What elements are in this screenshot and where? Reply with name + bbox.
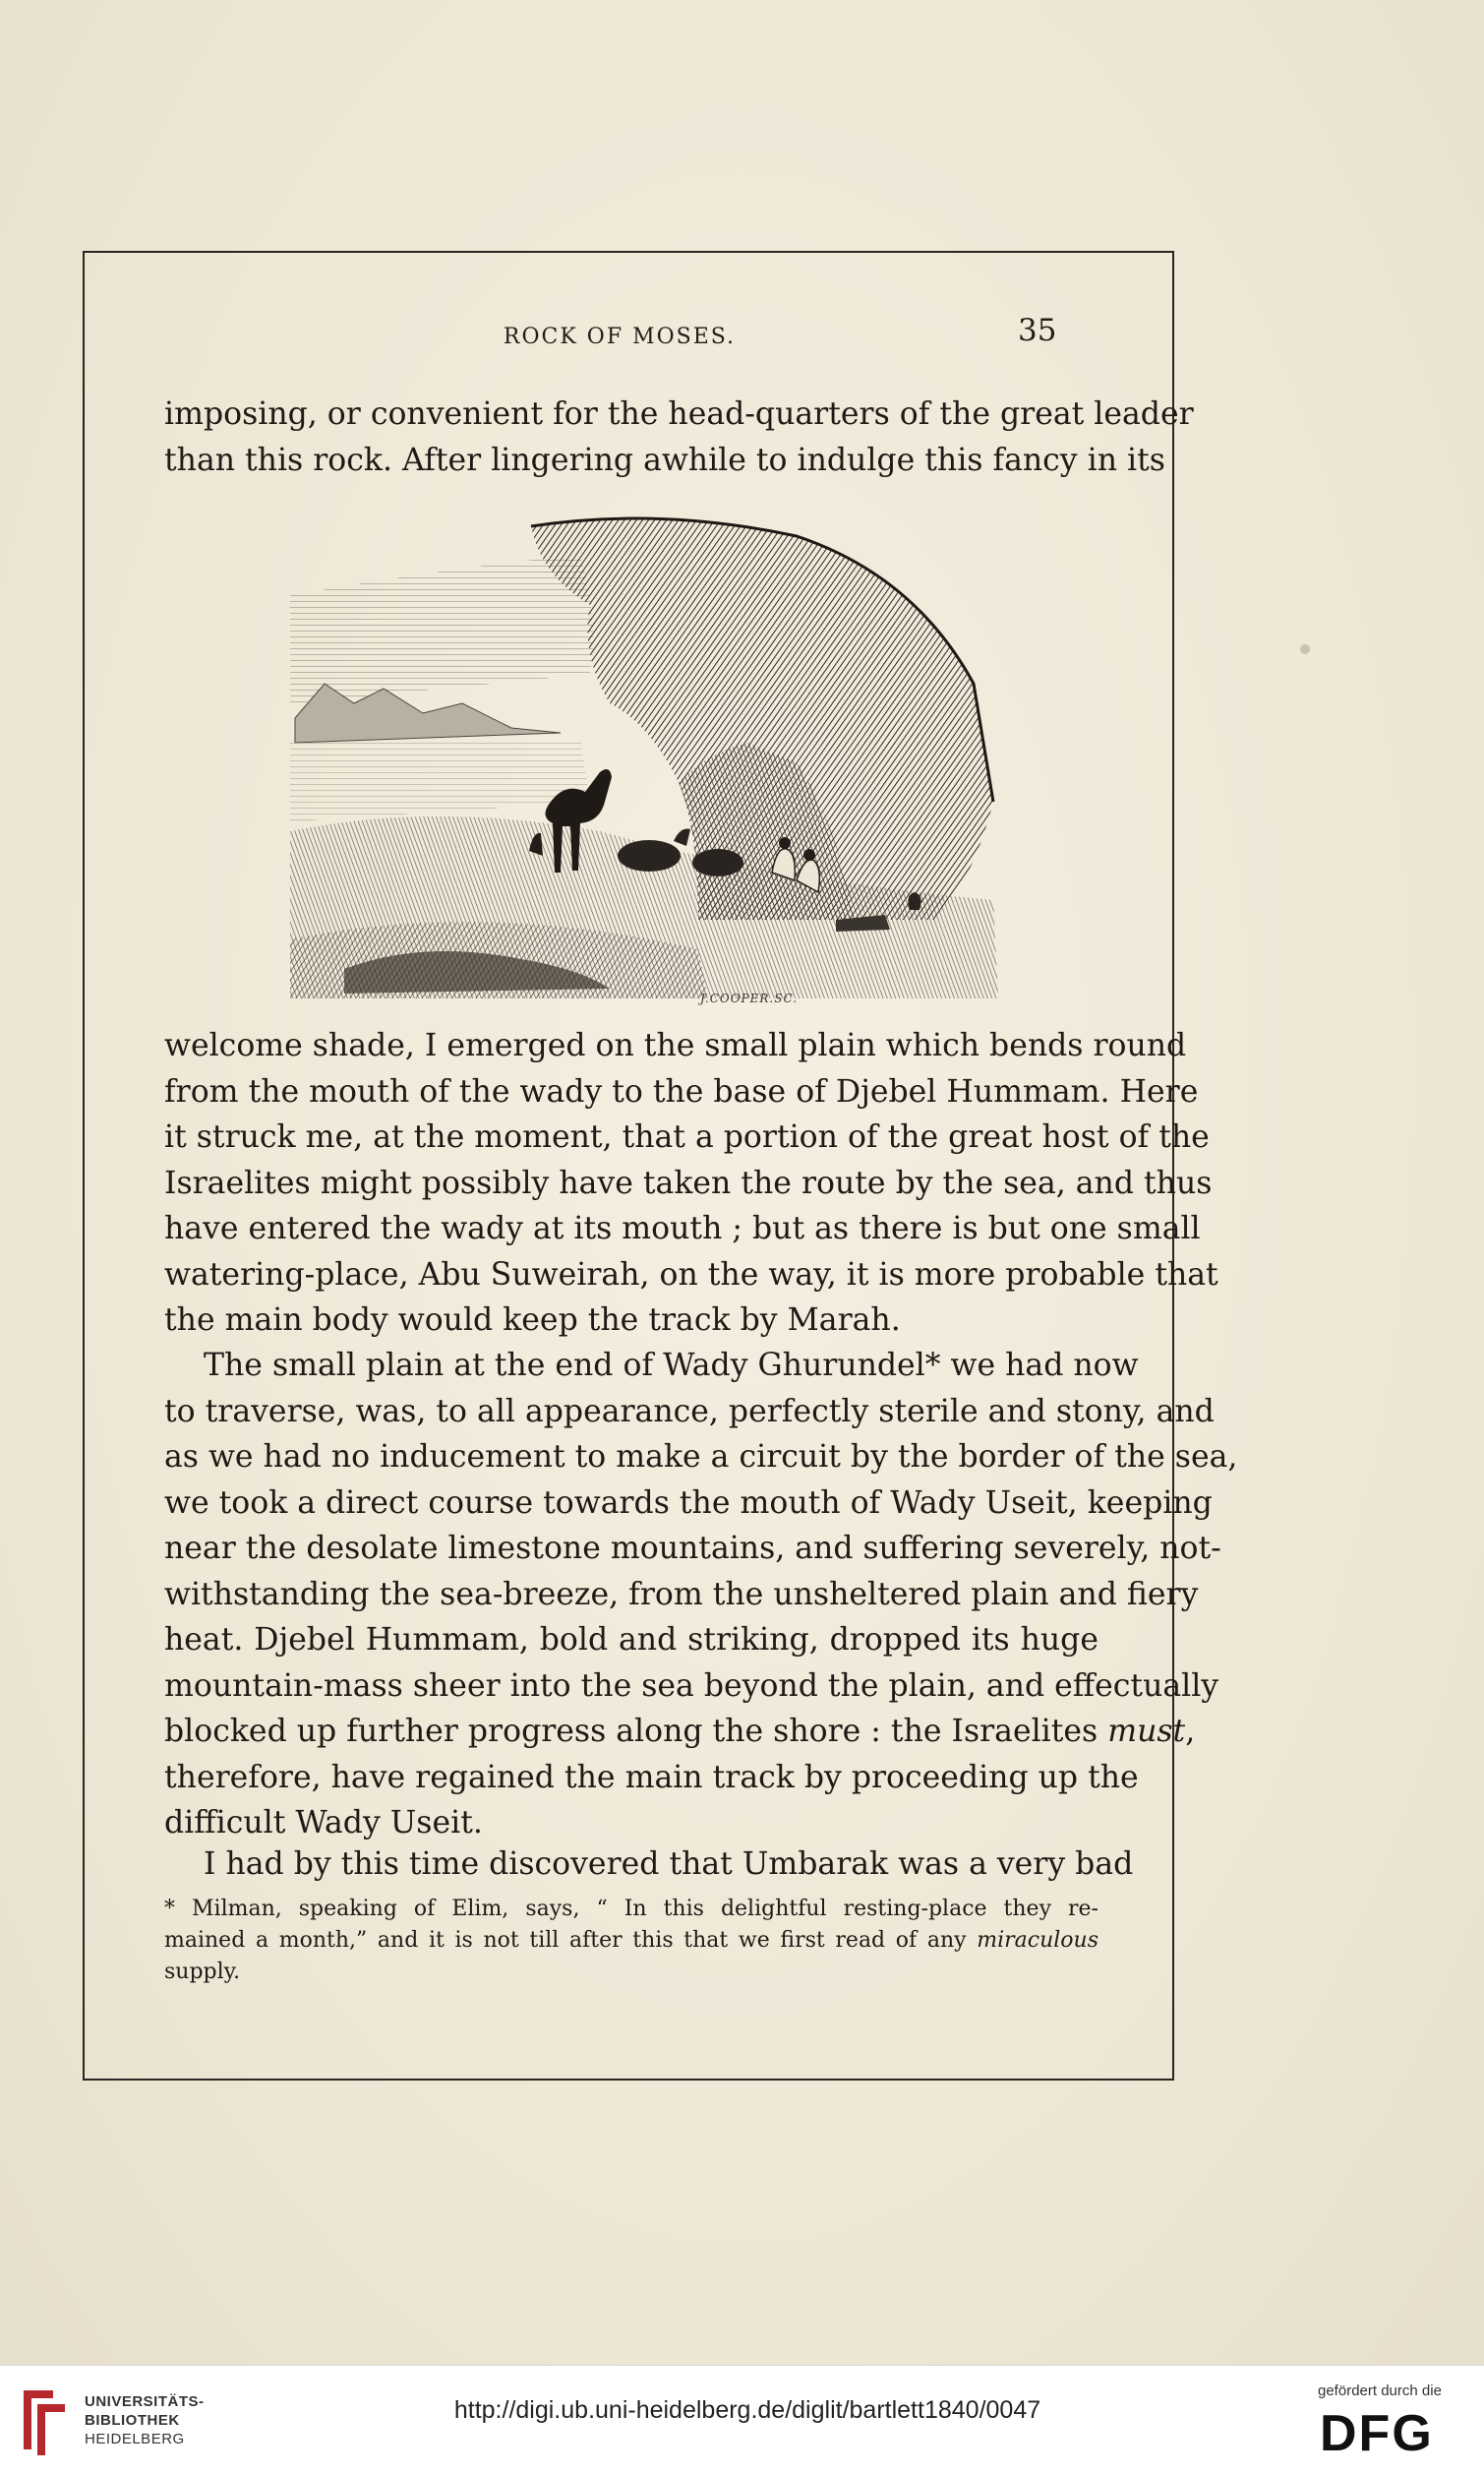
paragraph-3 xyxy=(164,1343,1238,1846)
text-line: The small plain at the end of Wady Ghurundel* we had now xyxy=(204,1348,1139,1383)
paragraph-1 xyxy=(164,392,1194,483)
footnote-line: mained a month,” and it is not till after this that we first read of any miraculous xyxy=(164,1928,1098,1953)
footnote-line: supply. xyxy=(164,1960,241,1984)
text-line: Israelites might possibly have taken the route by the sea, and thus xyxy=(164,1165,1213,1201)
text-line: to traverse, was, to all appearance, perfectly sterile and stony, and xyxy=(164,1393,1215,1429)
rock-of-moses-engraving xyxy=(285,507,1003,1003)
text-line: blocked up further progress along the shore : the Israelites must xyxy=(164,1714,1186,1749)
permalink-url[interactable]: http://digi.ub.uni-heidelberg.de/diglit/bartlett1840/0047 xyxy=(453,2396,1041,2424)
text-line: watering-place, Abu Suweirah, on the way, it is more probable that xyxy=(164,1256,1218,1293)
library-name-line-3: HEIDELBERG xyxy=(85,2431,185,2447)
text-line: withstanding the sea-breeze, from the unsheltered plain and fiery xyxy=(164,1576,1199,1612)
text-line: the main body would keep the track by Marah. xyxy=(164,1302,901,1338)
footnote-line: * Milman, speaking of Elim, says, “ In this delightful resting-place they re- xyxy=(164,1897,1098,1921)
text-line: therefore, have regained the main track by proceeding up the xyxy=(164,1759,1139,1795)
footnote xyxy=(164,1894,1098,1988)
text-line: welcome shade, I emerged on the small plain which bends round xyxy=(164,1028,1187,1063)
text-line: from the mouth of the wady to the base of Djebel Hummam. Here xyxy=(164,1073,1199,1110)
text-line: imposing, or convenient for the head-quarters of the great leader xyxy=(164,396,1194,432)
text-line: heat. Djebel Hummam, bold and striking, dropped its huge xyxy=(164,1622,1098,1658)
university-library-logo-icon xyxy=(14,2381,73,2459)
paragraph-2 xyxy=(164,1023,1218,1344)
text-line: as we had no inducement to make a circuit by the border of the sea, xyxy=(164,1439,1238,1475)
library-name-line-1: UNIVERSITÄTS- xyxy=(85,2393,205,2410)
page-number: 35 xyxy=(1018,313,1057,348)
paragraph-4 xyxy=(164,1841,1134,1888)
dfg-logo: DFG xyxy=(1320,2405,1434,2462)
funded-by-label: gefördert durch die xyxy=(1318,2383,1442,2399)
text-line: difficult Wady Useit. xyxy=(164,1805,483,1840)
library-name-line-2: BIBLIOTHEK xyxy=(85,2412,180,2429)
paper-spot xyxy=(1300,644,1310,654)
text-line: mountain-mass sheer into the sea beyond the plain, and effectually xyxy=(164,1667,1219,1704)
text-line: have entered the wady at its mouth ; but as there is but one small xyxy=(164,1211,1201,1246)
text-line: near the desolate limestone mountains, and suffering severely, not- xyxy=(164,1531,1221,1566)
text-line: we took a direct course towards the mouth of Wady Useit, keeping xyxy=(164,1484,1213,1521)
text-line: I had by this time discovered that Umbarak was a very bad xyxy=(204,1846,1134,1882)
engraver-signature: J.COOPER.SC. xyxy=(700,992,799,1005)
text-line: than this rock. After lingering awhile to indulge this fancy in its xyxy=(164,442,1165,478)
text-line: it struck me, at the moment, that a portion of the great host of the xyxy=(164,1119,1210,1155)
running-head: ROCK OF MOSES. xyxy=(503,325,737,349)
